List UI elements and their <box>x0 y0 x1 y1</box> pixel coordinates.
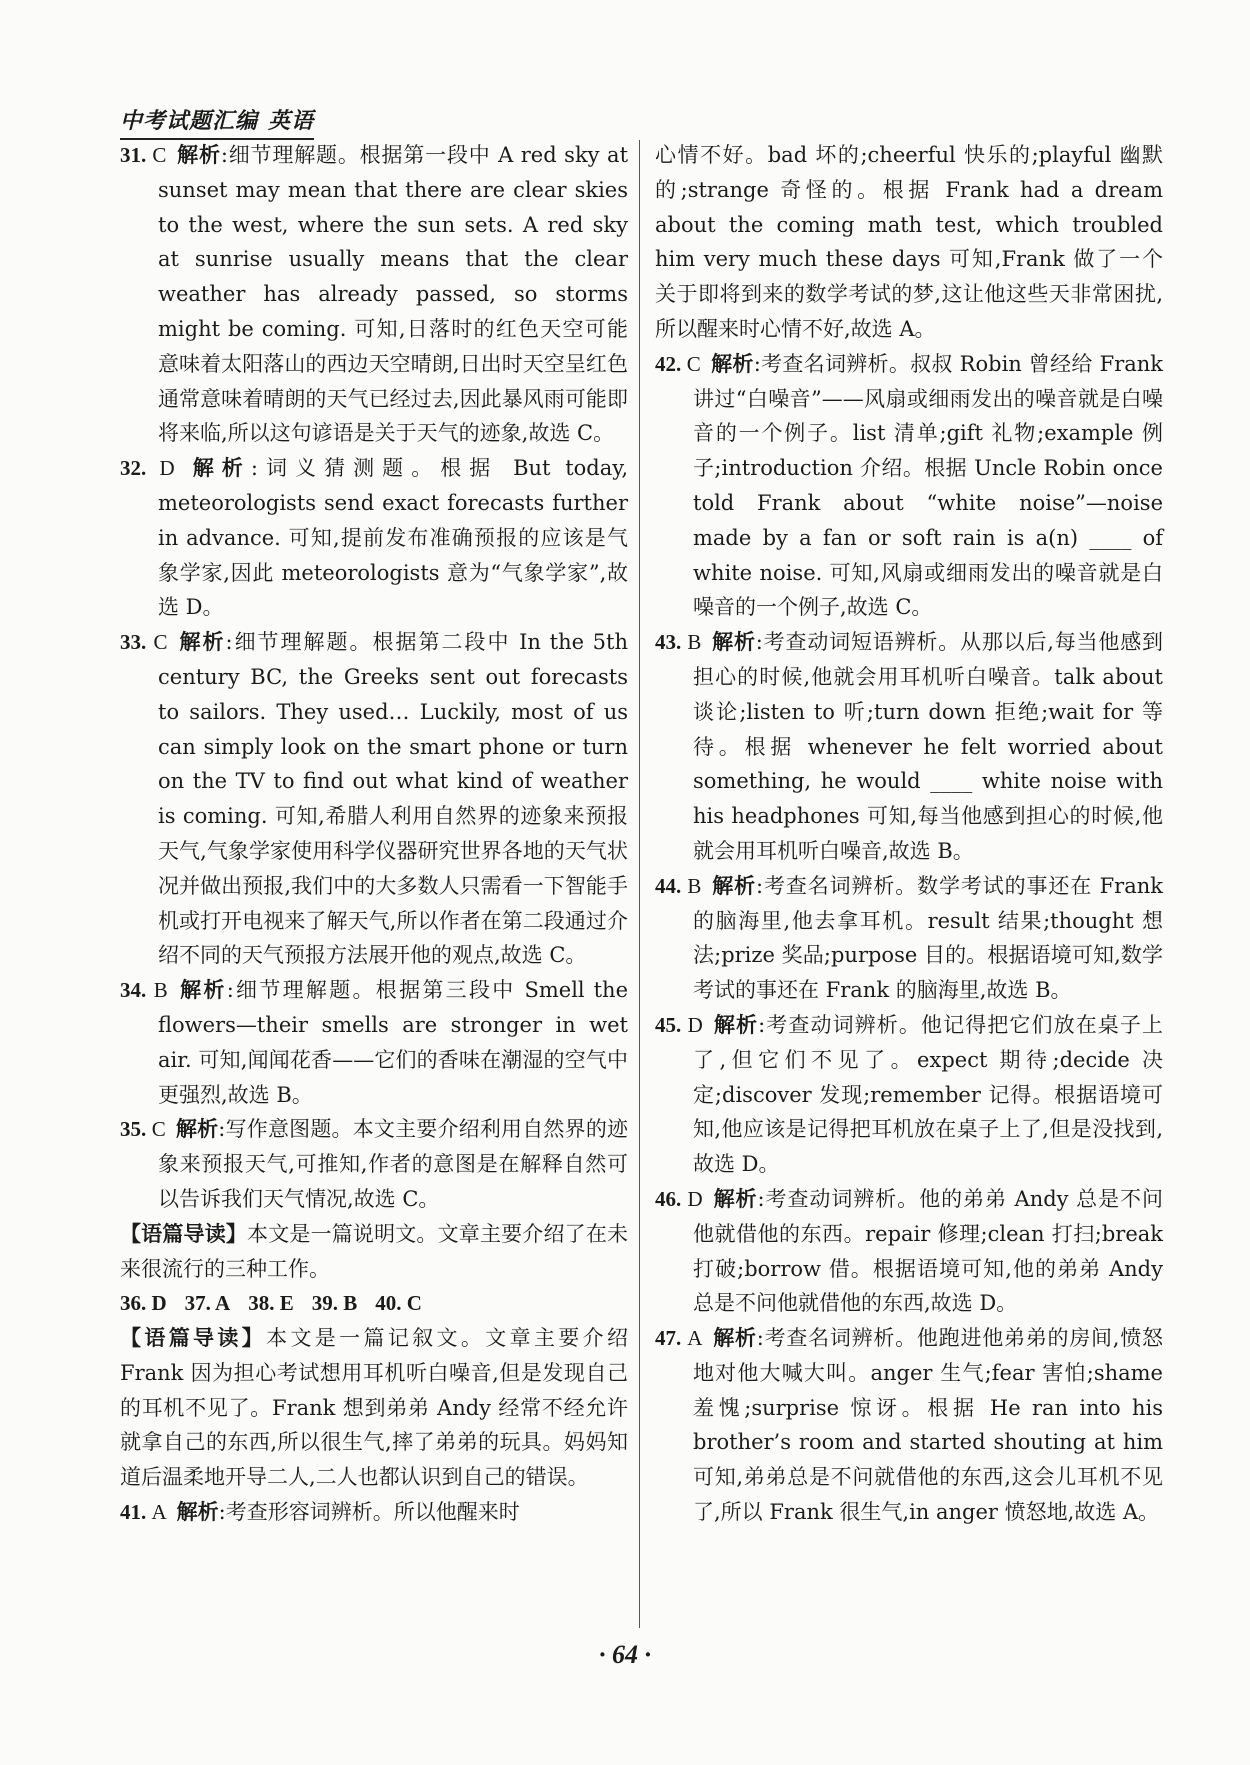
analysis-label: 解析 <box>712 1011 759 1037</box>
answer-item-42: 42. C 解析:考查名词辨析。叔叔 Robin 曾经给 Frank 讲过“白噪音”——风扇或细雨发出的噪音就是白噪音的一个例子。list 清单;gift 礼物;example 例子;introduction 介绍。根据 Uncle Robin once told Frank about “white noise”—noise made by a fan or soft rain is a(n) ____ of white noise. 可知,风扇或细雨发出的噪音就是白噪音的一个例子,故选 C。 <box>655 350 1164 620</box>
answer-item-33: 33. C 解析:细节理解题。根据第二段中 In the 5th century BC, the Greeks sent out forecasts to sailors. They used… Luckily, most of us can simply look on the smart phone or turn on the TV to find out what kind of weather is coming. 可知,希腊人利用自然界的迹象来预报天气,气象学家使用科学仪器研究世界各地的天气状况并做出预报,我们中的大多数人只需看一下智能手机或打开电视来了解天气,所以作者在第二段通过介绍不同的天气预报方法展开他的观点,故选 C。 <box>120 629 629 968</box>
analysis-text: :考查名词辨析。他跑进他弟弟的房间,愤怒地对他大喊大叫。anger 生气;fear 害怕;shame 羞愧;surprise 惊讶。根据 He ran into his brother’s room and started shouting at him 可知,弟弟总是不问就借他的东西,这会儿耳机不见了,所以 Frank 很生气,in anger 愤怒地,故选 A。 <box>693 1326 1164 1525</box>
analysis-text: :考查动词短语辨析。从那以后,每当他感到担心的时候,他就会用耳机听白噪音。talk about 谈论;listen to 听;turn down 拒绝;wait for 等待。根据 whenever he felt worried about something, he would ____ white noise with his headphones 可知,每当他感到担心的时候,他就会用耳机听白噪音,故选 B。 <box>693 630 1164 863</box>
subject-label: 英语 <box>268 108 315 134</box>
answer-letter: C <box>686 351 701 376</box>
answer-item-32: 32. D 解析:词义猜测题。根据 But today, meteorologists send exact forecasts further in advance. 可知,提前发布准确预报的应该是气象学家,因此 meteorologists 意为“气象学家”,故选 D。 <box>120 455 628 620</box>
answer-39: 39. B <box>311 1291 358 1316</box>
page-number: · 64 · <box>599 1640 651 1669</box>
analysis-text: :细节理解题。根据第二段中 In the 5th century BC, the Greeks sent out forecasts to sailors. They used… Luckily, most of us can simply look on the smart phone or turn on the TV to find out what kind of weather is coming. 可知,希腊人利用自然界的迹象来预报天气,气象学家使用科学仪器研究世界各地的天气状况并做出预报,我们中的大多数人只需看一下智能手机或打开电视来了解天气,所以作者在第二段通过介绍不同的天气预报方法展开他的观点,故选 C。 <box>158 630 629 968</box>
analysis-label: 解析 <box>712 1325 757 1351</box>
analysis-text: :细节理解题。根据第三段中 Smell the flowers—their smells are stronger in wet air. 可知,闻闻花香——它们的香味在潮湿的空气中更强烈,故选 B。 <box>158 978 629 1107</box>
analysis-label: 解析 <box>177 977 227 1003</box>
answer-letter: A <box>687 1326 703 1351</box>
answer-letter: B <box>687 873 702 898</box>
item-number: 41 <box>120 1500 141 1525</box>
guide-text: 本文是一篇记叙文。文章主要介绍 Frank 因为担心考试想用耳机听白噪音,但是发现自己的耳机不见了。Frank 想到弟弟 Andy 经常不经允许就拿自己的东西,所以很生气,摔了弟弟的玩具。妈妈知道后温柔地开导二人,二人也都认识到自己的错误。 <box>120 1326 629 1490</box>
answer-letter: B <box>687 630 702 655</box>
answer-36: 36. D <box>120 1291 167 1316</box>
item-number: 35 <box>120 1117 141 1142</box>
analysis-label: 解析 <box>184 455 251 481</box>
column-divider <box>639 140 640 1628</box>
answer-letter: A <box>151 1500 167 1525</box>
guide-text: 本文是一篇说明文。文章主要介绍了在未来很流行的三种工作。 <box>120 1221 629 1281</box>
analysis-text: :考查动词辨析。他记得把它们放在桌子上了,但它们不见了。expect 期待;decide 决定;discover 发现;remember 记得。根据语境可知,他应该是记得把耳机放在桌子上了,但是没找到,故选 D。 <box>693 1012 1164 1177</box>
answer-item-34: 34. B 解析:细节理解题。根据第三段中 Smell the flowers—their smells are stronger in wet air. 可知,闻闻花香——它们的香味在潮湿的空气中更强烈,故选 B。 <box>120 977 629 1107</box>
answer-item-46: 46. D 解析:考查动词辨析。他的弟弟 Andy 总是不问他就借他的东西。repair 修理;clean 打扫;break 打破;borrow 借。根据语境可知,他的弟弟 Andy 总是不问他就借他的东西,故选 D。 <box>655 1185 1164 1316</box>
analysis-label: 解析 <box>710 350 754 376</box>
answer-item-31: 31. C 解析:细节理解题。根据第一段中 A red sky at sunset may mean that there are clear skies to the west, where the sun sets. A red sky at sunrise usually means that the clear weather has already passed, so storms might be coming. 可知,日落时的红色天空可能意味着太阳落山的西边天空晴朗,日出时天空呈红色通常意味着晴朗的天气已经过去,因此暴风雨可能即将来临,所以这句谚语是关于天气的迹象,故选 C。 <box>120 142 629 446</box>
answer-letter: C <box>152 143 167 167</box>
passage-guide-2 <box>120 1321 628 1495</box>
guide-tag: 【语篇导读】 <box>120 1220 248 1246</box>
left-column <box>120 138 628 1530</box>
item-number: 31 <box>120 143 141 167</box>
running-header <box>120 104 314 140</box>
item-number: 34 <box>120 978 141 1003</box>
analysis-label: 解析 <box>712 1185 758 1211</box>
answer-letter: D <box>687 1186 703 1211</box>
analysis-text: :考查形容词辨析。所以他醒来时 <box>218 1500 520 1525</box>
answer-38: 38. E <box>248 1291 294 1316</box>
item-number: 42 <box>655 351 676 376</box>
guide-tag: 【语篇导读】 <box>120 1325 267 1351</box>
answer-item-43: 43. B 解析:考查动词短语辨析。从那以后,每当他感到担心的时候,他就会用耳机听白噪音。talk about 谈论;listen to 听;turn down 拒绝;wait for 等待。根据 whenever he felt worried about something, he would ____ white noise with his headphones 可知,每当他感到担心的时候,他就会用耳机听白噪音,故选 B。 <box>655 629 1164 863</box>
analysis-label: 解析 <box>176 142 221 167</box>
analysis-label: 解析 <box>711 872 757 898</box>
item-number: 46 <box>655 1186 676 1211</box>
right-column <box>655 138 1163 1530</box>
answer-letter: B <box>153 978 168 1003</box>
answer-letter: D <box>687 1012 703 1037</box>
answer-item-41-continued: 心情不好。bad 坏的;cheerful 快乐的;playful 幽默的;strange 奇怪的。根据 Frank had a dream about the coming math test, which troubled him very much these days 可知,Frank 做了一个关于即将到来的数学考试的梦,这让他这些天非常困扰,所以醒来时心情不好,故选 A。 <box>655 143 1163 341</box>
analysis-text: :考查名词辨析。叔叔 Robin 曾经给 Frank 讲过“白噪音”——风扇或细雨发出的噪音就是白噪音的一个例子。list 清单;gift 礼物;example 例子;introduction 介绍。根据 Uncle Robin once told Frank about “white noise”—noise made by a fan or soft rain is a(n) ____ of white noise. 可知,风扇或细雨发出的噪音就是白噪音的一个例子,故选 C。 <box>693 351 1164 620</box>
item-number: 47 <box>655 1326 676 1351</box>
answers-row-36-40 <box>120 1286 628 1321</box>
item-number: 33 <box>120 630 141 655</box>
item-number: 44 <box>655 873 676 898</box>
item-number: 45 <box>655 1012 676 1037</box>
answer-letter: C <box>151 1117 166 1142</box>
answer-item-35: 35. C 解析:写作意图题。本文主要介绍利用自然界的迹象来预报天气,可推知,作者的意图是在解释自然可以告诉我们天气情况,故选 C。 <box>120 1116 629 1211</box>
answer-item-44: 44. B 解析:考查名词辨析。数学考试的事还在 Frank 的脑海里,他去拿耳机。result 结果;thought 想法;prize 奖品;purpose 目的。根据语境可知,数学考试的事还在 Frank 的脑海里,故选 B。 <box>655 872 1163 1003</box>
analysis-text: :写作意图题。本文主要介绍利用自然界的迹象来预报天气,可推知,作者的意图是在解释自然可以告诉我们天气情况,故选 C。 <box>158 1117 629 1211</box>
book-title: 中考试题汇编 <box>120 108 259 134</box>
analysis-label: 解析 <box>711 629 756 655</box>
analysis-label: 解析 <box>177 629 226 655</box>
analysis-text: :考查动词辨析。他的弟弟 Andy 总是不问他就借他的东西。repair 修理;clean 打扫;break 打破;borrow 借。根据语境可知,他的弟弟 Andy 总是不问他就借他的东西,故选 D。 <box>693 1186 1164 1316</box>
answer-40: 40. C <box>375 1291 422 1316</box>
item-number: 32 <box>120 456 141 481</box>
analysis-text: :考查名词辨析。数学考试的事还在 Frank 的脑海里,他去拿耳机。result 结果;thought 想法;prize 奖品;purpose 目的。根据语境可知,数学考试的事还在 Frank 的脑海里,故选 B。 <box>693 873 1163 1003</box>
answer-letter: D <box>159 456 175 481</box>
item-number: 43 <box>655 630 676 655</box>
analysis-label: 解析 <box>175 1116 219 1142</box>
answer-letter: C <box>153 630 168 655</box>
analysis-text: :细节理解题。根据第一段中 A red sky at sunset may mean that there are clear skies to the west, where the sun sets. A red sky at sunrise usually means that the clear weather has already passed, so storms might be coming. 可知,日落时的红色天空可能意味着太阳落山的西边天空晴朗,日出时天空呈红色通常意味着晴朗的天气已经过去,因此暴风雨可能即将来临,所以这句谚语是关于天气的迹象,故选 C。 <box>158 143 629 446</box>
answer-37: 37. A <box>184 1291 231 1316</box>
answer-item-45: 45. D 解析:考查动词辨析。他记得把它们放在桌子上了,但它们不见了。expect 期待;decide 决定;discover 发现;remember 记得。根据语境可知,他应该是记得把耳机放在桌子上了,但是没找到,故选 D。 <box>655 1011 1164 1177</box>
analysis-text: :词义猜测题。根据 But today, meteorologists send exact forecasts further in advance. 可知,提前发布准确预报的应该是气象学家,因此 meteorologists 意为“气象学家”,故选 D。 <box>158 456 628 620</box>
passage-guide-1 <box>120 1217 628 1287</box>
answer-item-47: 47. A 解析:考查名词辨析。他跑进他弟弟的房间,愤怒地对他大喊大叫。anger 生气;fear 害怕;shame 羞愧;surprise 惊讶。根据 He ran into his brother’s room and started shouting at him 可知,弟弟总是不问就借他的东西,这会儿耳机不见了,所以 Frank 很生气,in anger 愤怒地,故选 A。 <box>655 1325 1164 1525</box>
answer-item-41: 41. A 解析:考查形容词辨析。所以他醒来时 <box>120 1499 520 1525</box>
analysis-label: 解析 <box>176 1499 219 1525</box>
